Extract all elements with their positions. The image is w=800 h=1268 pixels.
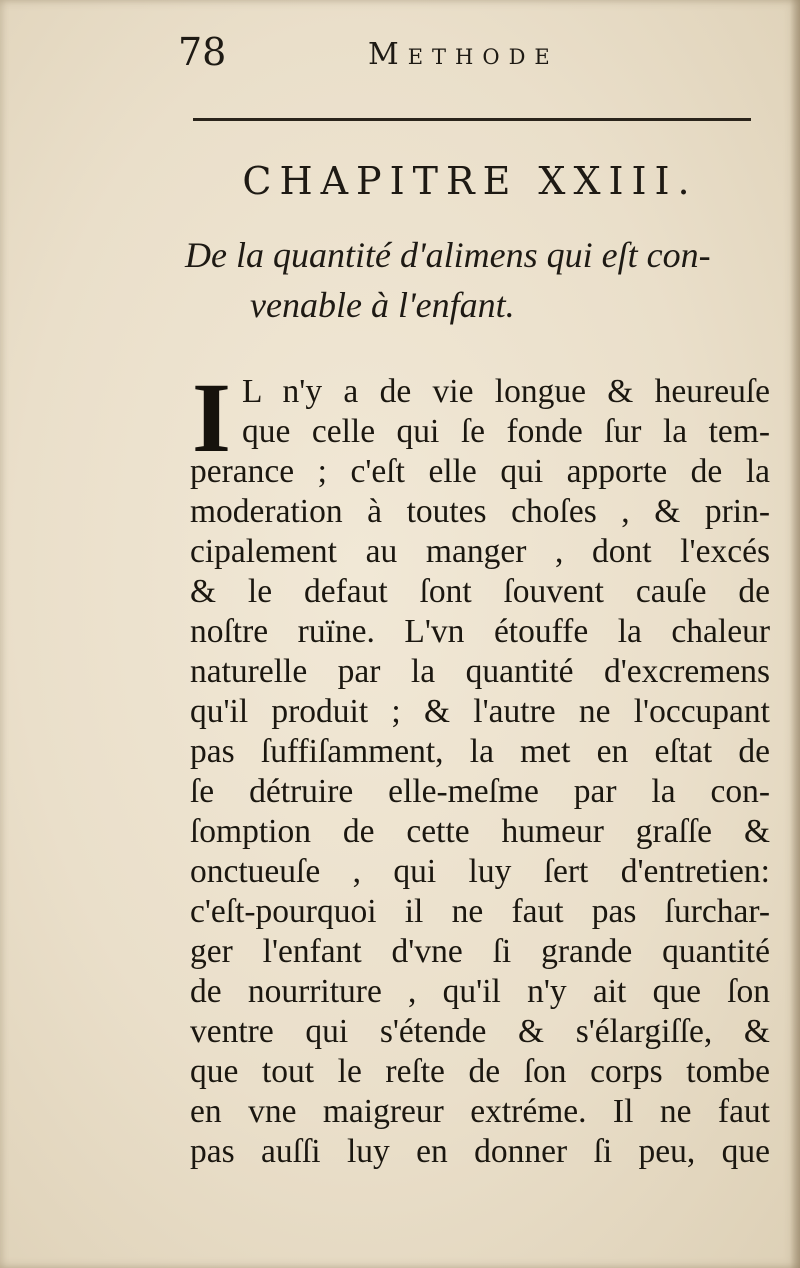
running-head — [178, 28, 598, 78]
text-line: ventre qui s'étende & s'élargiſſe, & — [190, 1013, 770, 1050]
text-line: pas auſſi luy en donner ſi peu, que — [190, 1133, 770, 1170]
text-line: cipalement au manger , dont l'excés — [190, 533, 770, 570]
text-line: que celle qui ſe fonde ſur la tem- — [242, 413, 770, 450]
subtitle-line-2: venable à l'enfant. — [250, 285, 515, 325]
running-title: Methode — [368, 37, 559, 72]
text-line: ger l'enfant d'vne ſi grande quantité — [190, 933, 770, 970]
text-line: perance ; c'eſt elle qui apporte de la — [190, 453, 770, 490]
text-line: onctueuſe , qui luy ſert d'entretien: — [190, 853, 770, 890]
text-line: que tout le reſte de ſon corps tombe — [190, 1053, 770, 1090]
text-line: L n'y a de vie longue & heureuſe — [242, 373, 770, 410]
text-line: naturelle par la quantité d'excremens — [190, 653, 770, 690]
body-paragraph — [190, 362, 770, 1172]
text-line: ſomption de cette humeur graſſe & — [190, 813, 770, 850]
text-line: ſe détruire elle-meſme par la con- — [190, 773, 770, 810]
text-line: pas ſuffiſamment, la met en eſtat de — [190, 733, 770, 770]
drop-cap: I — [192, 362, 231, 473]
page-edge-shadow — [790, 0, 800, 1268]
subtitle-line-1: De la quantité d'alimens qui eſt con- — [185, 235, 711, 275]
text-line: moderation à toutes choſes , & prin- — [190, 493, 770, 530]
text-line: en vne maigreur extréme. Il ne faut — [190, 1093, 770, 1130]
chapter-subtitle — [185, 230, 765, 330]
text-line: qu'il produit ; & l'autre ne l'occupant — [190, 693, 770, 730]
page-number: 78 — [178, 30, 227, 74]
chapter-heading: CHAPITRE XXIII. — [242, 159, 698, 203]
text-line: & le defaut ſont ſouvent cauſe de — [190, 573, 770, 610]
text-line: noſtre ruïne. L'vn étouffe la chaleur — [190, 613, 770, 650]
text-line: c'eſt-pourquoi il ne faut pas ſurchar- — [190, 893, 770, 930]
header-rule — [193, 118, 751, 121]
text-line: de nourriture , qu'il n'y ait que ſon — [190, 973, 770, 1010]
